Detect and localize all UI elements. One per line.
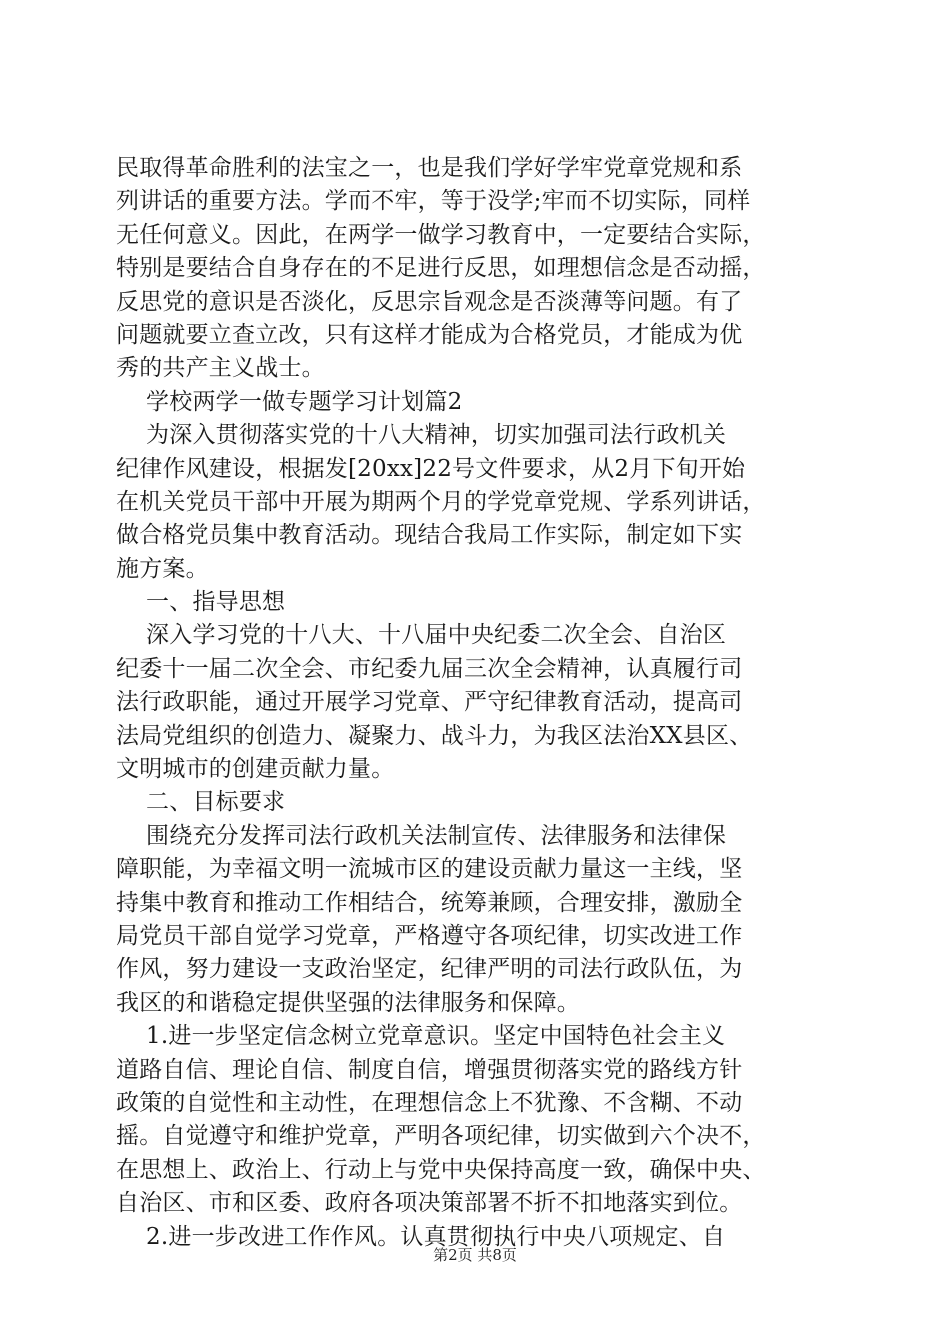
text-line: 特别是要结合自身存在的不足进行反思，如理想信念是否动摇， xyxy=(116,255,766,282)
text-line: 列讲话的重要方法。学而不牢，等于没学;牢而不切实际，同样 xyxy=(116,188,751,215)
text-line: 作风，努力建设一支政治坚定，纪律严明的司法行政队伍，为 xyxy=(116,956,743,983)
text-line: 纪律作风建设，根据发[20xx]22号文件要求，从2月下旬开始 xyxy=(116,455,746,482)
text-line: 做合格党员集中教育活动。现结合我局工作实际，制定如下实 xyxy=(116,522,743,549)
text-line: 为深入贯彻落实党的十八大精神，切实加强司法行政机关 xyxy=(116,422,727,449)
text-line: 纪委十一届二次全会、市纪委九届三次全会精神，认真履行司 xyxy=(116,655,743,682)
text-line: 局党员干部自觉学习党章，严格遵守各项纪律，切实改进工作 xyxy=(116,922,743,949)
text-line: 在机关党员干部中开展为期两个月的学党章党规、学系列讲话， xyxy=(116,488,766,515)
text-line: 2.进一步改进工作作风。认真贯彻执行中央八项规定、自 xyxy=(116,1223,726,1250)
text-line: 法局党组织的创造力、凝聚力、战斗力，为我区法治XX县区、 xyxy=(116,722,753,749)
text-line: 施方案。 xyxy=(116,555,209,582)
text-line: 文明城市的创建贡献力量。 xyxy=(116,756,395,783)
text-line: 1.进一步坚定信念树立党章意识。坚定中国特色社会主义 xyxy=(116,1023,726,1050)
text-line: 秀的共产主义战士。 xyxy=(116,355,325,382)
text-line: 持集中教育和推动工作相结合，统筹兼顾，合理安排，激励全 xyxy=(116,889,743,916)
section-title: 学校两学一做专题学习计划篇2 xyxy=(116,388,463,415)
text-line: 政策的自觉性和主动性，在理想信念上不犹豫、不含糊、不动 xyxy=(116,1089,743,1116)
text-line: 深入学习党的十八大、十八届中央纪委二次全会、自治区 xyxy=(116,622,727,649)
page-number-footer: 第2页 共8页 xyxy=(433,1246,517,1264)
section-heading: 一、指导思想 xyxy=(116,589,286,616)
document-body xyxy=(116,152,836,1254)
text-line: 民取得革命胜利的法宝之一，也是我们学好学牢党章党规和系 xyxy=(116,155,743,181)
text-line: 自治区、市和区委、政府各项决策部署不折不扣地落实到位。 xyxy=(116,1190,743,1217)
text-line: 反思党的意识是否淡化，反思宗旨观念是否淡薄等问题。有了 xyxy=(116,288,743,315)
section-heading: 二、目标要求 xyxy=(116,789,286,816)
text-line: 问题就要立查立改，只有这样才能成为合格党员，才能成为优 xyxy=(116,321,743,348)
text-line: 法行政职能，通过开展学习党章、严守纪律教育活动，提高司 xyxy=(116,689,743,716)
text-line: 障职能，为幸福文明一流城市区的建设贡献力量这一主线，坚 xyxy=(116,856,743,883)
text-line: 摇。自觉遵守和维护党章，严明各项纪律，切实做到六个决不， xyxy=(116,1123,766,1150)
text-line: 围绕充分发挥司法行政机关法制宣传、法律服务和法律保 xyxy=(116,822,727,849)
text-line: 无任何意义。因此，在两学一做学习教育中，一定要结合实际， xyxy=(116,221,766,248)
text-line: 道路自信、理论自信、制度自信，增强贯彻落实党的路线方针 xyxy=(116,1056,743,1083)
text-line: 我区的和谐稳定提供坚强的法律服务和保障。 xyxy=(116,989,580,1016)
text-line: 在思想上、政治上、行动上与党中央保持高度一致，确保中央、 xyxy=(116,1156,766,1183)
